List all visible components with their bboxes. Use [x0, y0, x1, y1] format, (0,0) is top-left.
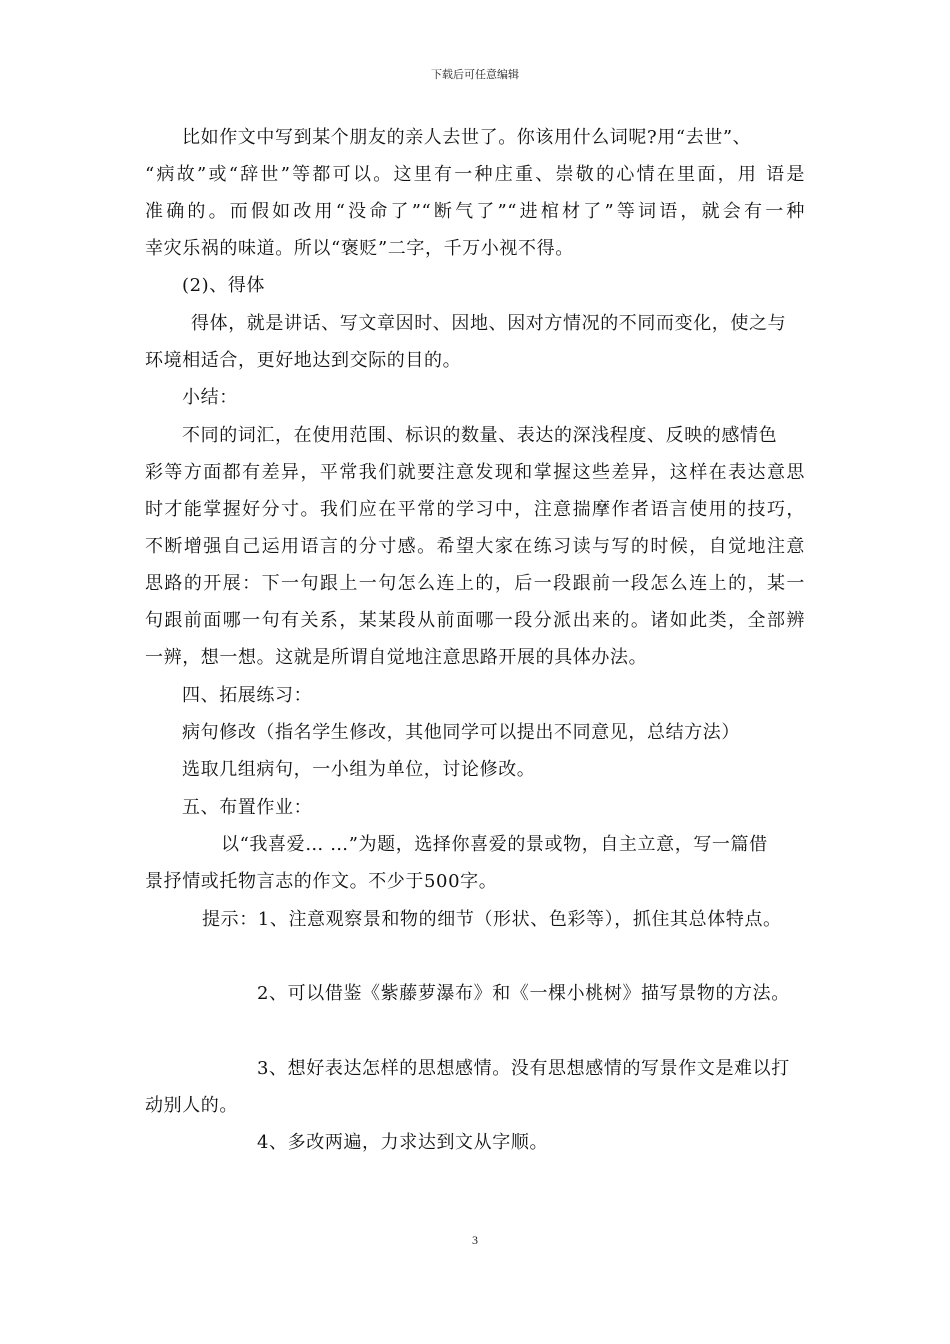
text-line: 时才能掌握好分寸。我们应在平常的学习中，注意揣摩作者语言使用的技巧，	[145, 499, 805, 520]
page-header: 下载后可任意编辑	[431, 68, 519, 81]
page-number: 3	[472, 1233, 478, 1247]
text-line: 环境相适合，更好地达到交际的目的。	[145, 350, 462, 371]
text-line: 动别人的。	[145, 1095, 238, 1116]
section-heading: (2)、得体	[182, 275, 266, 296]
text-line: 选取几组病句，一小组为单位，讨论修改。	[182, 759, 536, 780]
text-line: 景抒情或托物言志的作文。不少于500字。	[145, 871, 498, 892]
text-line: 准确的。而假如改用“没命了”“断气了”“进棺材了”等词语，就会有一种	[145, 201, 805, 222]
text-line: 提示：1、注意观察景和物的细节（形状、色彩等），抓住其总体特点。	[202, 909, 782, 930]
text-line: 幸灾乐祸的味道。所以“褒贬”二字，千万小视不得。	[145, 238, 574, 259]
text-line: 思路的开展：下一句跟上一句怎么连上的，后一段跟前一段怎么连上的，某一	[145, 573, 805, 594]
text-line: 不断增强自己运用语言的分寸感。希望大家在练习读与写的时候，自觉地注意	[145, 536, 805, 557]
text-line: 句跟前面哪一句有关系，某某段从前面哪一段分派出来的。诸如此类，全部辨	[145, 610, 805, 631]
text-line: 2、可以借鉴《紫藤萝瀑布》和《一棵小桃树》描写景物的方法。	[257, 983, 790, 1004]
text-line: 一辨，想一想。这就是所谓自觉地注意思路开展的具体办法。	[145, 647, 648, 668]
text-line: 得体，就是讲话、写文章因时、因地、因对方情况的不同而变化，使之与	[191, 313, 787, 334]
section-heading: 小结：	[182, 387, 238, 408]
text-line: 以“我喜爱… …”为题，选择你喜爱的景或物，自主立意，写一篇借	[221, 834, 768, 855]
section-heading: 五、布置作业：	[182, 797, 313, 818]
section-heading: 四、拓展练习：	[182, 685, 313, 706]
text-line: 比如作文中写到某个朋友的亲人去世了。你该用什么词呢?用“去世”、	[182, 127, 752, 148]
text-line: 4、多改两遍，力求达到文从字顺。	[257, 1132, 549, 1153]
text-line: 彩等方面都有差异，平常我们就要注意发现和掌握这些差异，这样在表达意思	[145, 462, 805, 483]
text-line: 3、想好表达怎样的思想感情。没有思想感情的写景作文是难以打	[257, 1058, 790, 1079]
text-line: 病句修改（指名学生修改，其他同学可以提出不同意见，总结方法）	[182, 722, 740, 743]
text-line: 不同的词汇，在使用范围、标识的数量、表达的深浅程度、反映的感情色	[182, 425, 778, 446]
text-line: “病故”或“辞世”等都可以。这里有一种庄重、崇敬的心情在里面，用 语是	[145, 164, 805, 185]
